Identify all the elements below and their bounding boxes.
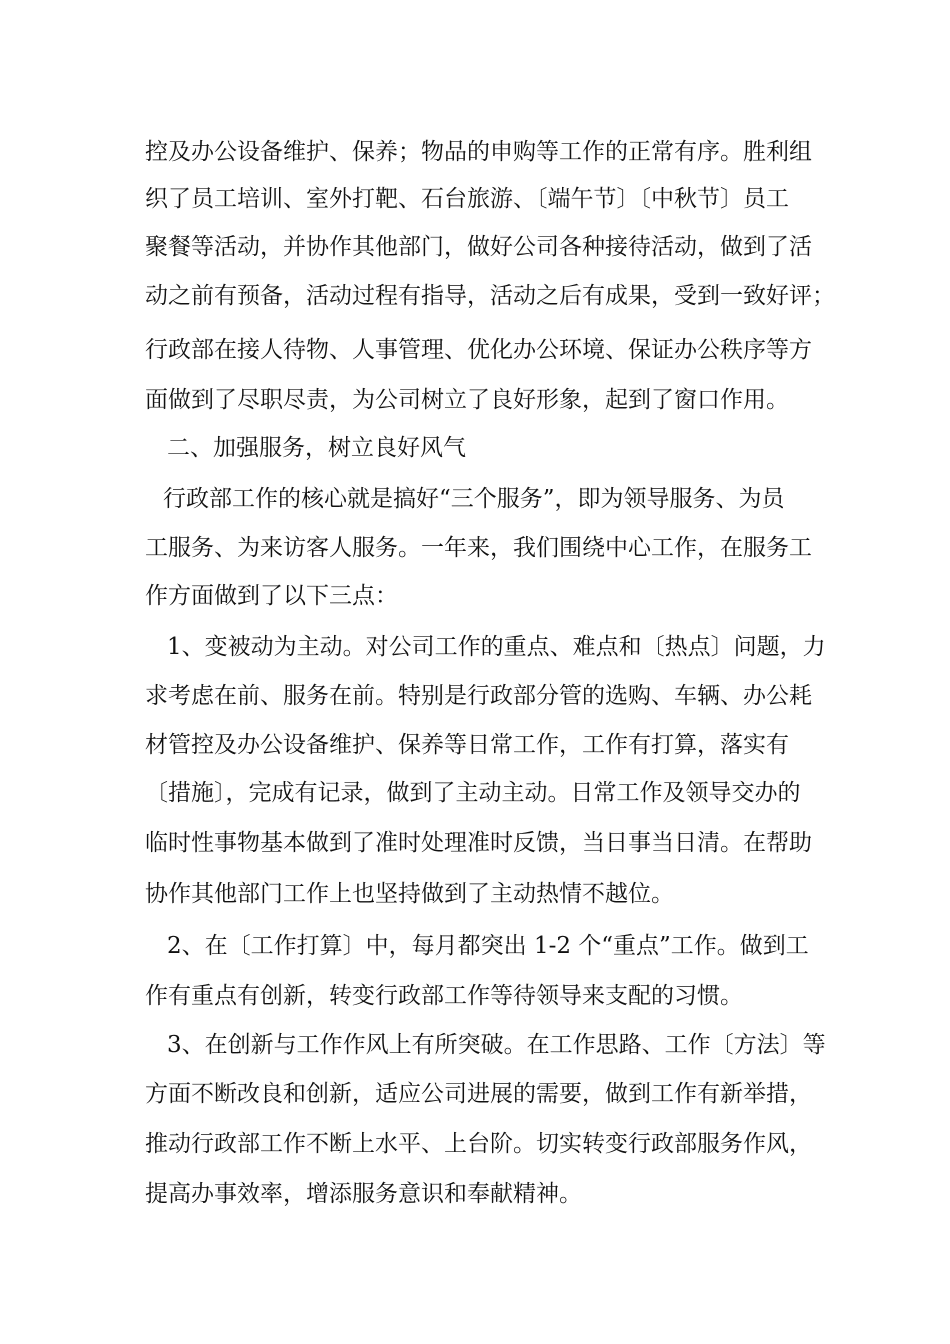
list-item-3-line-4: 提高办事效率，增添服务意识和奉献精神。 [145, 1181, 582, 1207]
list-item-1-line-6: 协作其他部门工作上也坚持做到了主动热情不越位。 [145, 881, 674, 907]
text-line-8: 行政部工作的核心就是搞好“三个服务”，即为领导服务、为员 [163, 486, 785, 512]
section-heading: 二、加强服务，树立良好风气 [167, 435, 466, 461]
text-line-9: 工服务、为来访客人服务。一年来，我们围绕中心工作，在服务工 [145, 535, 812, 561]
list-item-2-line-2: 作有重点有创新，转变行政部工作等待领导来支配的习惯。 [145, 983, 743, 1009]
list-item-1-line-3: 材管控及办公设备维护、保养等日常工作，工作有打算，落实有 [145, 732, 789, 758]
list-item-3-line-1: 3、在创新与工作作风上有所突破。在工作思路、工作〔方法〕等 [167, 1032, 826, 1058]
text-line-10: 作方面做到了以下三点： [145, 583, 398, 609]
text-line-4: 动之前有预备，活动过程有指导，活动之后有成果，受到一致好评； [145, 283, 835, 309]
list-item-1-line-5: 临时性事物基本做到了准时处理准时反馈，当日事当日清。在帮助 [145, 830, 812, 856]
list-item-1-line-4: 〔措施〕，完成有记录，做到了主动主动。日常工作及领导交办的 [145, 780, 801, 806]
text-line-6: 面做到了尽职尽责，为公司树立了良好形象，起到了窗口作用。 [145, 387, 789, 413]
list-item-2-line-1: 2、在〔工作打算〕中，每月都突出 1-2 个“重点”工作。做到工 [167, 933, 809, 959]
list-item-1-line-1: 1、变被动为主动。对公司工作的重点、难点和〔热点〕问题，力 [167, 634, 826, 660]
list-item-3-line-3: 推动行政部工作不断上水平、上台阶。切实转变行政部服务作风， [145, 1131, 812, 1157]
text-line-1: 控及办公设备维护、保养；物品的申购等工作的正常有序。胜利组 [145, 139, 812, 165]
text-line-2: 织了员工培训、室外打靶、石台旅游、〔端午节〕〔中秋节〕员工 [145, 186, 789, 212]
list-item-1-line-2: 求考虑在前、服务在前。特别是行政部分管的选购、车辆、办公耗 [145, 683, 812, 709]
text-line-5: 行政部在接人待物、人事管理、优化办公环境、保证办公秩序等方 [145, 337, 812, 363]
list-item-3-line-2: 方面不断改良和创新，适应公司进展的需要，做到工作有新举措， [145, 1081, 812, 1107]
text-line-3: 聚餐等活动，并协作其他部门，做好公司各种接待活动，做到了活 [145, 234, 812, 260]
